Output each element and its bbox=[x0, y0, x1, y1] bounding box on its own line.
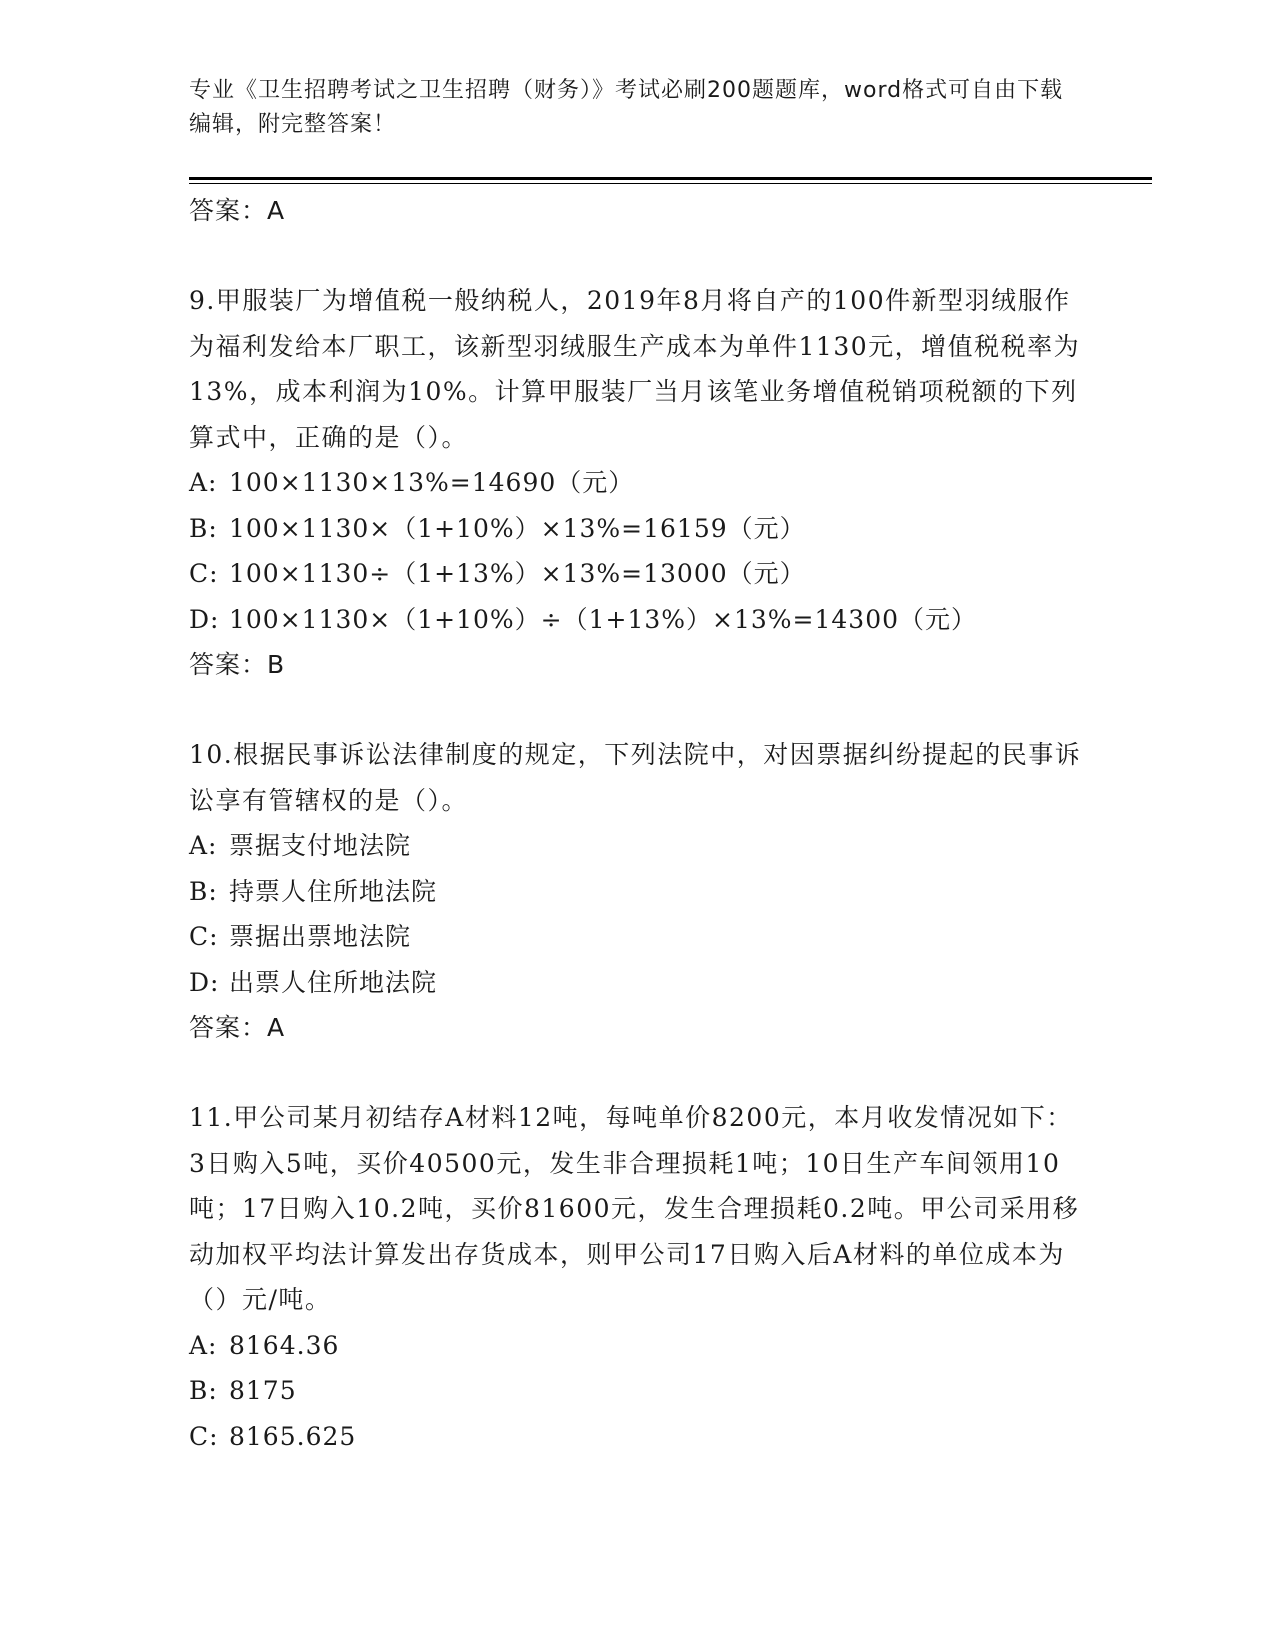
option-text: 100×1130×（1+10%）×13%=16159（元） bbox=[229, 513, 806, 543]
option-text: 持票人住所地法院 bbox=[229, 876, 438, 906]
option-letter: A: bbox=[189, 831, 218, 860]
document-header: 专业《卫生招聘考试之卫生招聘（财务）》考试必刷200题题库，word格式可自由下载编辑，附完整答案！ bbox=[189, 78, 1064, 137]
option-text: 8164.36 bbox=[229, 1330, 340, 1360]
option-c bbox=[189, 914, 1089, 960]
question-text: 10.根据民事诉讼法律制度的规定，下列法院中，对因票据纠纷提起的民事诉讼享有管辖权的是（）。 bbox=[189, 740, 1082, 815]
option-text: 100×1130×（1+10%）÷（1+13%）×13%=14300（元） bbox=[229, 604, 978, 634]
option-d bbox=[189, 597, 1089, 643]
option-text: 8175 bbox=[229, 1376, 297, 1405]
option-letter: B: bbox=[189, 1376, 218, 1405]
question-block bbox=[189, 1095, 1089, 1459]
option-letter: C: bbox=[189, 922, 219, 951]
option-letter: C: bbox=[189, 559, 219, 588]
option-text: 8165.625 bbox=[229, 1421, 357, 1451]
option-letter: A: bbox=[189, 468, 218, 497]
header-divider-thin bbox=[189, 183, 1152, 184]
option-d bbox=[189, 960, 1089, 1006]
answer-text: 答案：A bbox=[189, 1013, 286, 1042]
option-b bbox=[189, 506, 1089, 552]
option-letter: C: bbox=[189, 1421, 219, 1451]
option-a bbox=[189, 823, 1089, 869]
option-text: 100×1130÷（1+13%）×13%=13000（元） bbox=[229, 559, 806, 588]
option-text: 出票人住所地法院 bbox=[229, 967, 438, 997]
option-a bbox=[189, 460, 1089, 506]
header-divider-thick bbox=[189, 177, 1152, 180]
option-letter: D: bbox=[189, 967, 220, 997]
option-letter: B: bbox=[189, 876, 218, 906]
question-block bbox=[189, 278, 1089, 687]
option-b bbox=[189, 1368, 1089, 1414]
question-text: 9.甲服装厂为增值税一般纳税人，2019年8月将自产的100件新型羽绒服作为福利发给本厂职工，该新型羽绒服生产成本为单件1130元，增值税税率为13%，成本利润为10%。计算甲服装厂当月该笔业务增值税销项税额的下列算式中，正确的是（）。 bbox=[189, 286, 1081, 452]
question-list bbox=[189, 188, 1089, 1459]
option-letter: D: bbox=[189, 604, 220, 634]
previous-answer: 答案：A bbox=[189, 196, 286, 225]
question-text: 11.甲公司某月初结存A材料12吨，每吨单价8200元，本月收发情况如下：3日购入5吨，买价40500元，发生非合理损耗1吨；10日生产车间领用10吨；17日购入10.2吨，买价81600元，发生合理损耗0.2吨。甲公司采用移动加权平均法计算发出存货成本，则甲公司17日购入后A材料的单位成本为（）元/吨。 bbox=[189, 1103, 1080, 1314]
option-letter: B: bbox=[189, 513, 218, 543]
question-block bbox=[189, 732, 1089, 1050]
option-letter: A: bbox=[189, 1330, 218, 1360]
option-text: 100×1130×13%=14690（元） bbox=[229, 468, 635, 497]
option-a bbox=[189, 1323, 1089, 1369]
answer-text: 答案：B bbox=[189, 650, 286, 679]
option-text: 票据支付地法院 bbox=[229, 831, 412, 860]
option-text: 票据出票地法院 bbox=[229, 922, 412, 951]
option-c bbox=[189, 551, 1089, 597]
option-c bbox=[189, 1414, 1089, 1460]
option-b bbox=[189, 869, 1089, 915]
